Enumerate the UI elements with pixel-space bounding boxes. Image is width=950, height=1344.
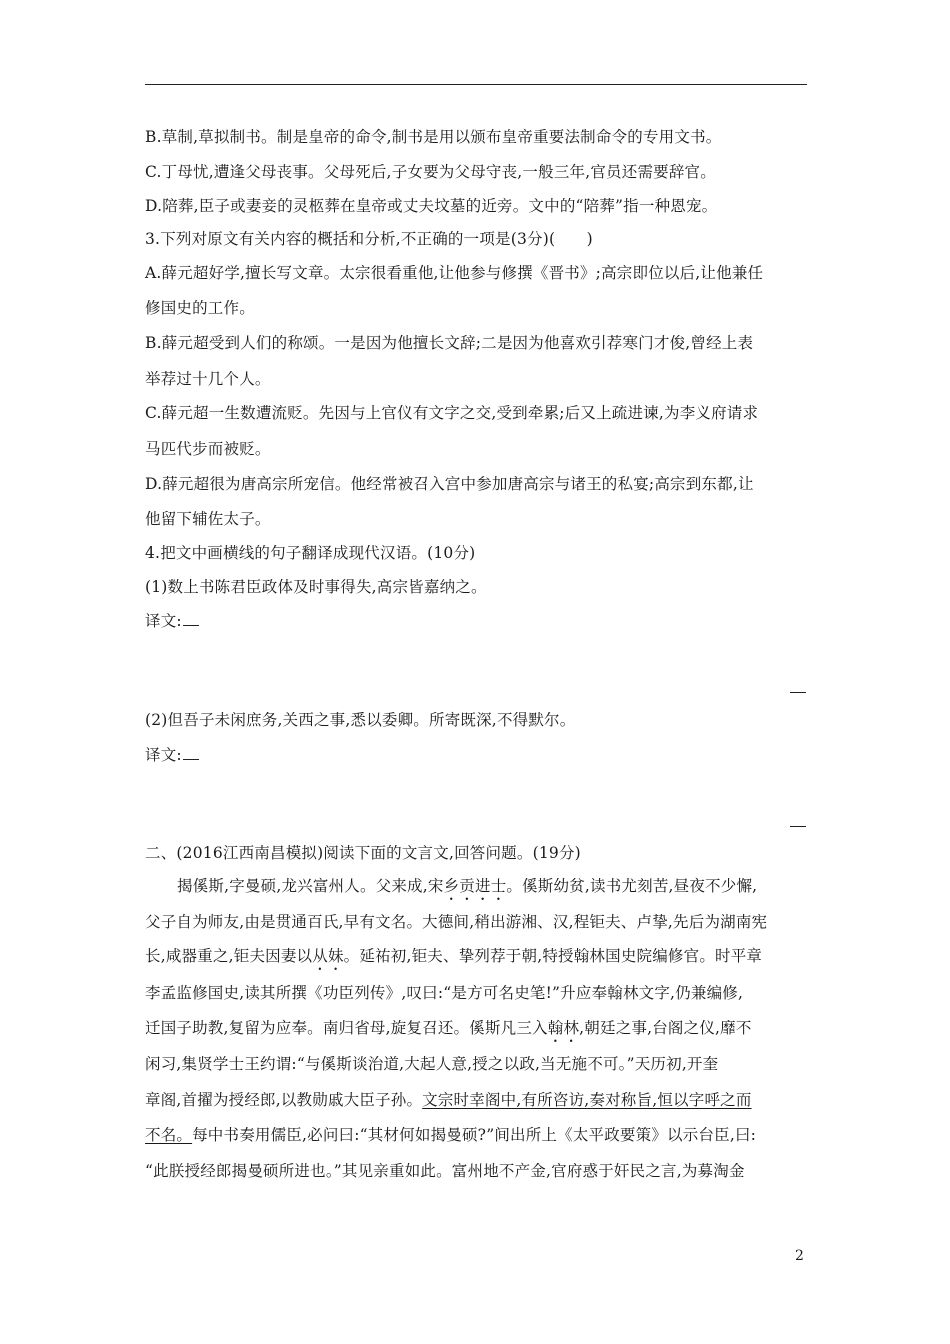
option-c-q3-line1: C.薛元超一生数遭流贬。先因与上官仪有文字之交,受到牵累;后又上疏进谏,为李义府请求 bbox=[145, 404, 759, 422]
header-rule bbox=[145, 84, 807, 85]
question-3-stem: 3.下列对原文有关内容的概括和分析,不正确的一项是(3分)( ) bbox=[145, 230, 593, 248]
answer-blank-end-1 bbox=[790, 692, 806, 693]
section-2-heading: 二、(2016江西南昌模拟)阅读下面的文言文,回答问题。(19分) bbox=[145, 844, 581, 862]
answer-blank-1[interactable] bbox=[183, 611, 199, 626]
answer-blank-end-2 bbox=[790, 826, 806, 827]
passage-line-2: 父子自为师友,由是贯通百氏,早有文名。大德间,稍出游湘、汉,程钜夫、卢挚,先后为湖南宪 bbox=[145, 913, 768, 931]
passage-line-4: 李孟监修国史,读其所撰《功臣列传》,叹曰:“是方可名史笔!”升应奉翰林文字,仍兼编修, bbox=[145, 984, 744, 1002]
translation-label-text: 译文: bbox=[145, 746, 182, 764]
dotted-term-congmei: 从妹 bbox=[312, 947, 344, 965]
option-d-q2: D.陪葬,臣子或妻妾的灵柩葬在皇帝或丈夫坟墓的近旁。文中的“陪葬”指一种恩宠。 bbox=[145, 197, 718, 215]
dotted-term-hanlin: 翰林 bbox=[547, 1019, 580, 1037]
passage-text: 。傒斯幼贫,读书尤刻苦,昼夜不少懈, bbox=[506, 877, 758, 895]
passage-text: 章阁,首擢为授经郎,以教勋戚大臣子孙。 bbox=[145, 1091, 423, 1109]
translation-label-text: 译文: bbox=[145, 612, 182, 630]
passage-line-1 bbox=[177, 876, 757, 904]
passage-line-8 bbox=[145, 1125, 756, 1145]
option-d-q3-line2: 他留下辅佐太子。 bbox=[145, 510, 271, 528]
option-d-q3-line1: D.薛元超很为唐高宗所宠信。他经常被召入宫中参加唐高宗与诸王的私宴;高宗到东都,让 bbox=[145, 475, 754, 493]
translation-label-2 bbox=[145, 745, 199, 765]
option-b-q2: B.草制,草拟制书。制是皇帝的命令,制书是用以颁布皇帝重要法制命令的专用文书。 bbox=[145, 128, 722, 146]
passage-line-3 bbox=[145, 946, 762, 974]
underlined-sentence: 文宗时幸阁中,有所咨访,奏对称旨,恒以字呼之而 bbox=[422, 1091, 752, 1109]
passage-text: 迁国子助教,复留为应奉。南归省母,旋复召还。傒斯凡三入 bbox=[145, 1019, 548, 1037]
passage-text: 。延祐初,钜夫、挚列荐于朝,特授翰林国史院编修官。时平章 bbox=[343, 947, 763, 965]
option-a-q3-line1: A.薛元超好学,擅长写文章。太宗很看重他,让他参与修撰《晋书》;高宗即位以后,让他兼任 bbox=[145, 264, 764, 282]
passage-line-5 bbox=[145, 1018, 752, 1046]
passage-line-7 bbox=[145, 1090, 752, 1110]
passage-text: ,朝廷之事,台阁之仪,靡不 bbox=[579, 1019, 752, 1037]
answer-blank-2[interactable] bbox=[183, 745, 199, 760]
option-c-q2: C.丁母忧,遭逢父母丧事。父母死后,子女要为父母守丧,一般三年,官员还需要辞官。 bbox=[145, 163, 716, 181]
passage-text: 揭傒斯,字曼硕,龙兴富州人。父来成,宋 bbox=[177, 877, 444, 895]
option-b-q3-line1: B.薛元超受到人们的称颂。一是因为他擅长文辞;二是因为他喜欢引荐寒门才俊,曾经上表 bbox=[145, 334, 754, 352]
page-number: 2 bbox=[795, 1248, 804, 1264]
passage-line-6: 闲习,集贤学士王约谓:“与傒斯谈治道,大起人意,授之以政,当无施不可。”天历初,开奎 bbox=[145, 1055, 719, 1073]
translation-label-1 bbox=[145, 611, 199, 631]
passage-line-9: “此朕授经郎揭曼硕所进也。”其见亲重如此。富州地不产金,官府惑于奸民之言,为募淘金 bbox=[145, 1162, 745, 1180]
question-4-stem: 4.把文中画横线的句子翻译成现代汉语。(10分) bbox=[145, 544, 476, 562]
sentence-1: (1)数上书陈君臣政体及时事得失,高宗皆嘉纳之。 bbox=[145, 578, 487, 596]
passage-text: 长,咸器重之,钜夫因妻以 bbox=[145, 947, 313, 965]
passage-text: 每中书奏用儒臣,必问曰:“其材何如揭曼硕?”间出所上《太平政要策》以示台臣,曰: bbox=[192, 1126, 757, 1144]
underlined-sentence: 不名。 bbox=[145, 1126, 193, 1144]
option-a-q3-line2: 修国史的工作。 bbox=[145, 299, 255, 317]
option-b-q3-line2: 举荐过十几个人。 bbox=[145, 370, 271, 388]
option-c-q3-line2: 马匹代步而被贬。 bbox=[145, 440, 271, 458]
dotted-term-xianggongjinshi: 乡贡进士 bbox=[443, 877, 507, 895]
sentence-2: (2)但吾子未闲庶务,关西之事,悉以委卿。所寄既深,不得默尔。 bbox=[145, 711, 576, 729]
